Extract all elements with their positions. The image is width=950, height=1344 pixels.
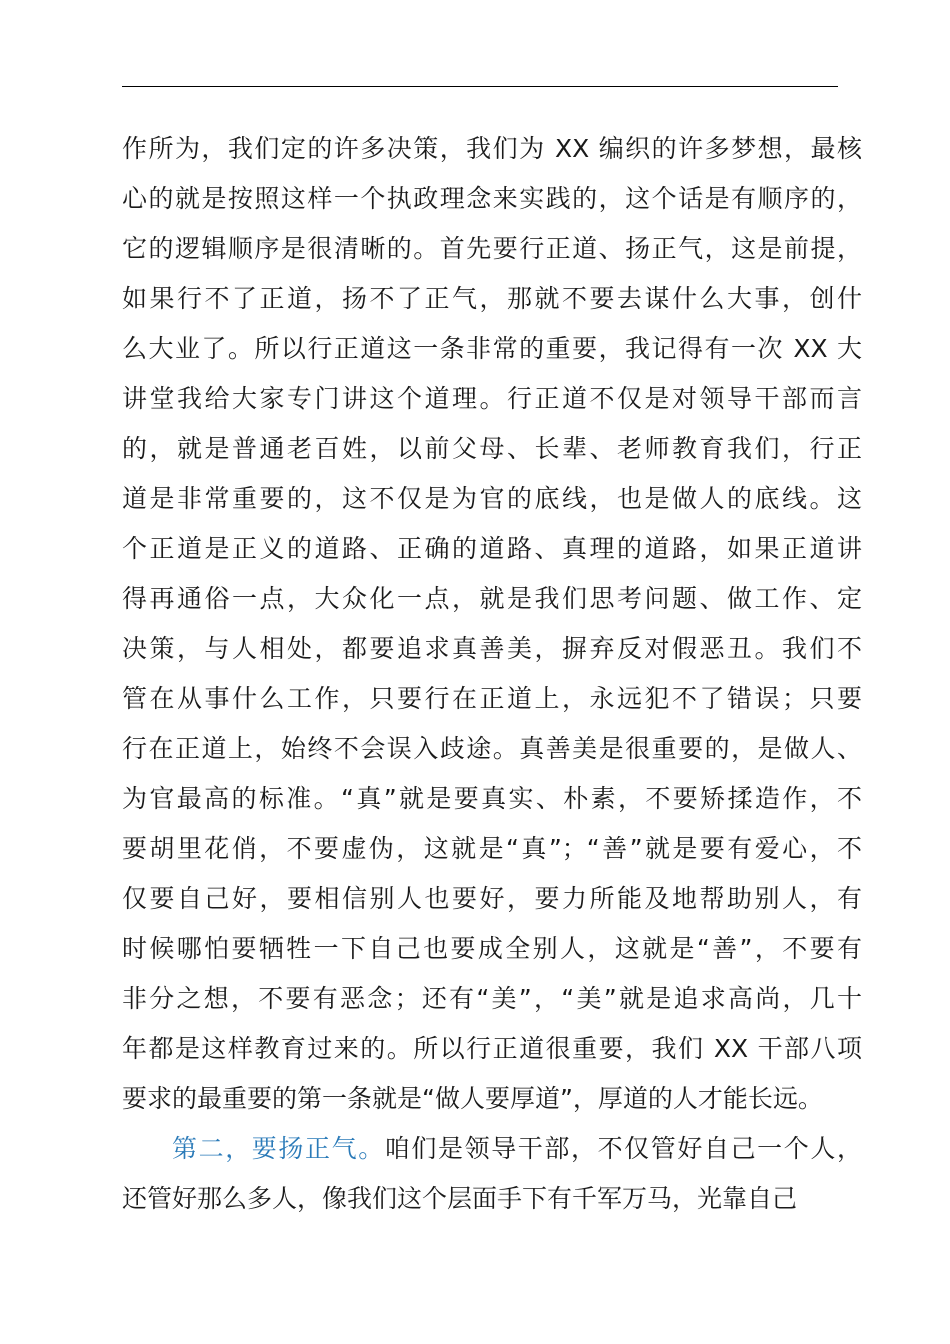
text-line: 时候哪怕要牺牲一下自己也要成全别人，这就是“善”，不要有 [122,934,862,963]
text-line: 道是非常重要的，这不仅是为官的底线，也是做人的底线。这 [122,484,862,513]
body-text [122,124,862,1224]
text-line: 个正道是正义的道路、正确的道路、真理的道路，如果正道讲 [122,534,862,563]
text-line: 还管好那么多人，像我们这个层面手下有千军万马，光靠自己 [122,1184,798,1213]
section-first-line [122,1124,862,1174]
text-line: 它的逻辑顺序是很清晰的。首先要行正道、扬正气，这是前提， [122,234,862,263]
text-line: 得再通俗一点，大众化一点，就是我们思考问题、做工作、定 [122,584,862,613]
text-line: 的，就是普通老百姓，以前父母、长辈、老师教育我们，行正 [122,434,862,463]
text-line: 非分之想，不要有恶念；还有“美”，“美”就是追求高尚，几十 [122,984,862,1013]
text-line: 管在从事什么工作，只要行在正道上，永远犯不了错误；只要 [122,684,862,713]
text-line: 行在正道上，始终不会误入歧途。真善美是很重要的，是做人、 [122,734,862,763]
header-rule [122,86,838,87]
text-line: 如果行不了正道，扬不了正气，那就不要去谋什么大事，创什 [122,284,862,313]
text-line: 么大业了。所以行正道这一条非常的重要，我记得有一次 XX 大 [122,334,862,363]
text-line: 年都是这样教育过来的。所以行正道很重要，我们 XX 干部八项 [122,1034,862,1063]
paragraph-end-line: 要求的最重要的第一条就是“做人要厚道”，厚道的人才能长远。 [122,1084,823,1113]
text-line: 心的就是按照这样一个执政理念来实践的，这个话是有顺序的， [122,184,862,213]
text-line: 要胡里花俏，不要虚伪，这就是“真”；“善”就是要有爱心，不 [122,834,862,863]
text-line: 决策，与人相处，都要追求真善美，摒弃反对假恶丑。我们不 [122,634,862,663]
section-heading-rest: 咱们是领导干部，不仅管好自己一个人， [384,1134,862,1163]
section-heading: 第二，要扬正气。 [172,1134,385,1163]
text-line: 讲堂我给大家专门讲这个道理。行正道不仅是对领导干部而言 [122,384,862,413]
text-line: 为官最高的标准。“真”就是要真实、朴素，不要矫揉造作，不 [122,784,862,813]
text-line: 仅要自己好，要相信别人也要好，要力所能及地帮助别人，有 [122,884,862,913]
text-line: 作所为，我们定的许多决策，我们为 XX 编织的许多梦想，最核 [122,134,862,163]
